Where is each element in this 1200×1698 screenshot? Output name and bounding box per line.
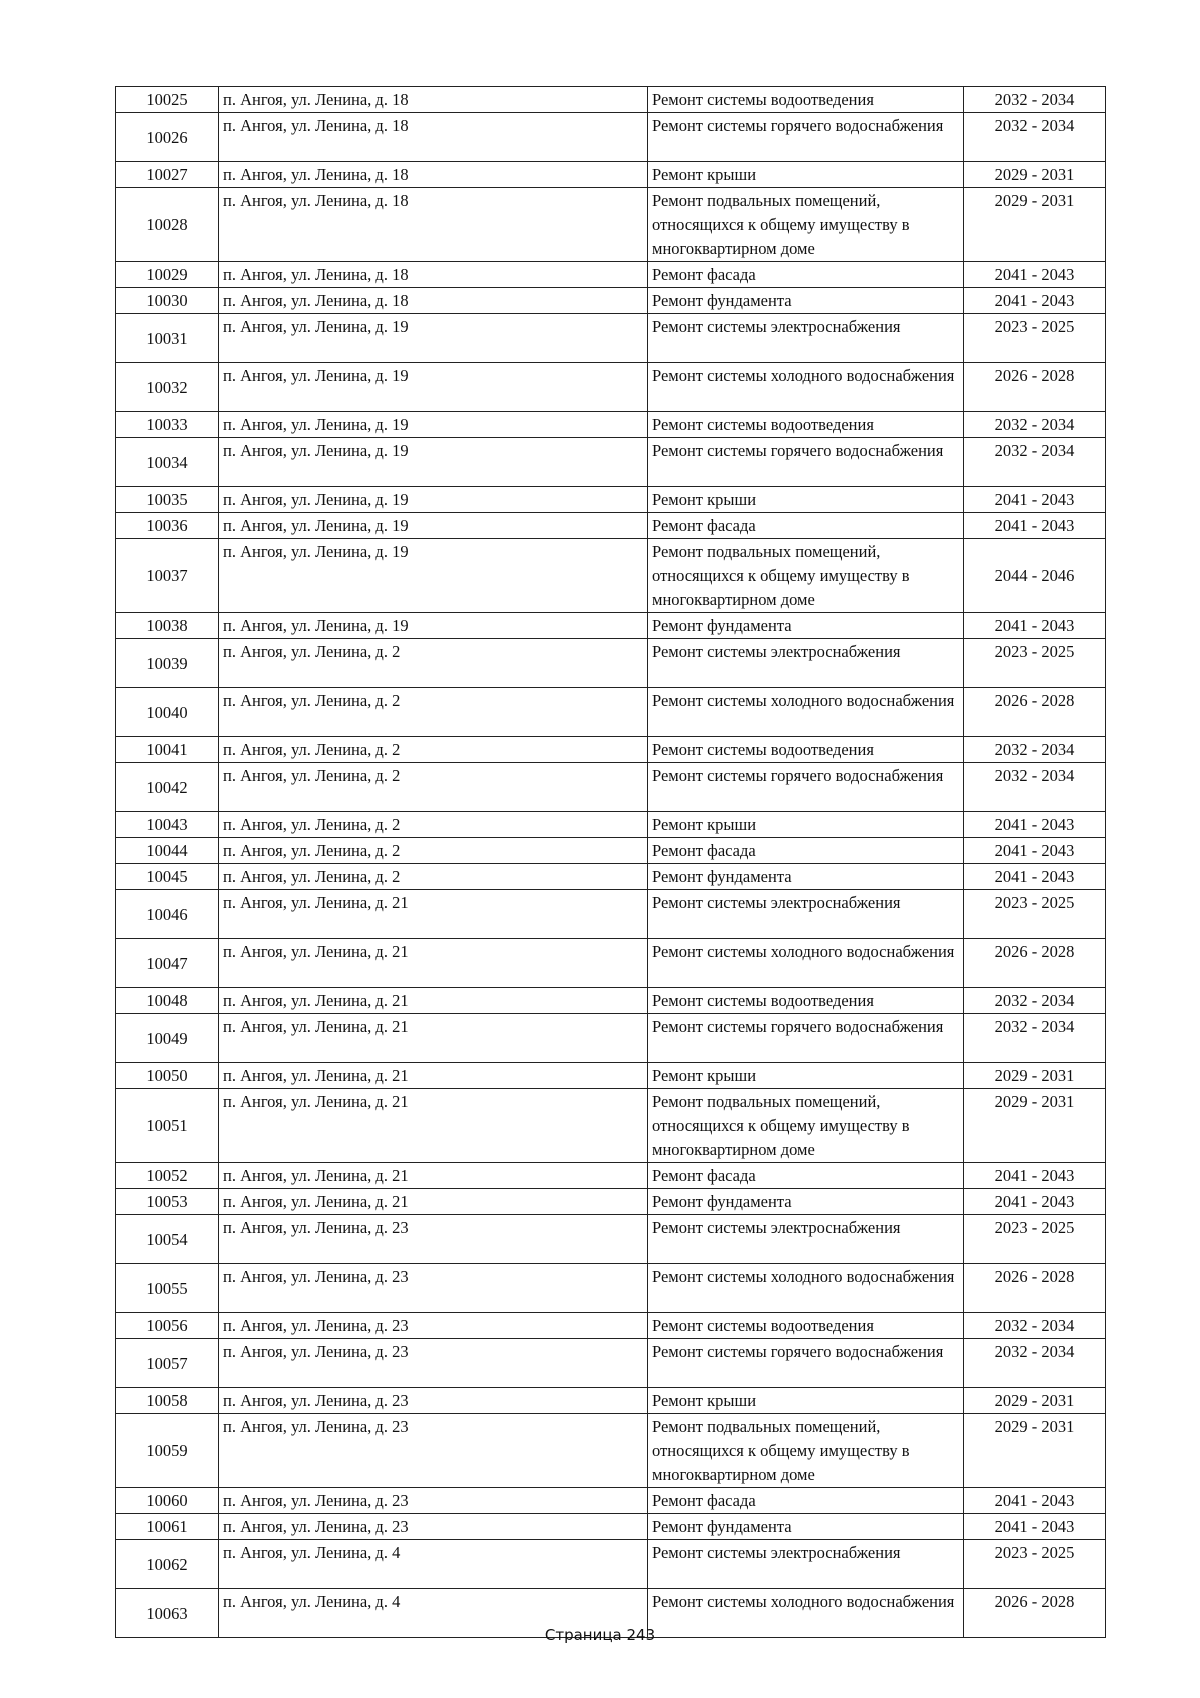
work-type-cell: Ремонт системы холодного водоснабжения [648, 939, 964, 988]
table-row [116, 838, 1106, 864]
table-row [116, 1313, 1106, 1339]
period-cell: 2023 - 2025 [964, 1215, 1106, 1264]
address-cell: п. Ангоя, ул. Ленина, д. 23 [219, 1339, 648, 1388]
table-row [116, 487, 1106, 513]
work-type-cell: Ремонт крыши [648, 487, 964, 513]
table-row [116, 1488, 1106, 1514]
address-cell: п. Ангоя, ул. Ленина, д. 23 [219, 1313, 648, 1339]
address-cell: п. Ангоя, ул. Ленина, д. 4 [219, 1589, 648, 1638]
row-number: 10060 [116, 1488, 219, 1514]
work-type-cell: Ремонт системы горячего водоснабжения [648, 438, 964, 487]
work-type-cell: Ремонт системы электроснабжения [648, 639, 964, 688]
row-number: 10043 [116, 812, 219, 838]
table-row [116, 890, 1106, 939]
table-row [116, 1540, 1106, 1589]
period-cell: 2026 - 2028 [964, 688, 1106, 737]
table-row [116, 1414, 1106, 1488]
period-cell: 2032 - 2034 [964, 1014, 1106, 1063]
row-number: 10056 [116, 1313, 219, 1339]
table-row [116, 162, 1106, 188]
address-cell: п. Ангоя, ул. Ленина, д. 23 [219, 1488, 648, 1514]
row-number: 10059 [116, 1414, 219, 1488]
row-number: 10031 [116, 314, 219, 363]
address-cell: п. Ангоя, ул. Ленина, д. 21 [219, 1014, 648, 1063]
row-number: 10055 [116, 1264, 219, 1313]
period-cell: 2041 - 2043 [964, 288, 1106, 314]
work-type-cell: Ремонт системы горячего водоснабжения [648, 113, 964, 162]
row-number: 10038 [116, 613, 219, 639]
period-cell: 2032 - 2034 [964, 412, 1106, 438]
period-cell: 2032 - 2034 [964, 988, 1106, 1014]
period-cell: 2041 - 2043 [964, 487, 1106, 513]
period-cell: 2032 - 2034 [964, 1339, 1106, 1388]
period-cell: 2041 - 2043 [964, 513, 1106, 539]
table-row [116, 688, 1106, 737]
address-cell: п. Ангоя, ул. Ленина, д. 21 [219, 1163, 648, 1189]
work-type-cell: Ремонт фасада [648, 1488, 964, 1514]
period-cell: 2041 - 2043 [964, 1514, 1106, 1540]
row-number: 10047 [116, 939, 219, 988]
row-number: 10033 [116, 412, 219, 438]
table-row [116, 113, 1106, 162]
table-row [116, 613, 1106, 639]
work-type-cell: Ремонт системы электроснабжения [648, 314, 964, 363]
period-cell: 2023 - 2025 [964, 314, 1106, 363]
table-row [116, 763, 1106, 812]
work-type-cell: Ремонт системы горячего водоснабжения [648, 1014, 964, 1063]
table-row [116, 1089, 1106, 1163]
work-type-cell: Ремонт подвальных помещений, относящихся к общему имуществу в многоквартирном доме [648, 1414, 964, 1488]
row-number: 10026 [116, 113, 219, 162]
period-cell: 2029 - 2031 [964, 162, 1106, 188]
work-type-cell: Ремонт системы электроснабжения [648, 890, 964, 939]
address-cell: п. Ангоя, ул. Ленина, д. 2 [219, 737, 648, 763]
table-row [116, 1388, 1106, 1414]
row-number: 10051 [116, 1089, 219, 1163]
period-cell: 2032 - 2034 [964, 87, 1106, 113]
period-cell: 2041 - 2043 [964, 1163, 1106, 1189]
period-cell: 2041 - 2043 [964, 262, 1106, 288]
address-cell: п. Ангоя, ул. Ленина, д. 18 [219, 162, 648, 188]
table-row [116, 539, 1106, 613]
table-row [116, 988, 1106, 1014]
address-cell: п. Ангоя, ул. Ленина, д. 19 [219, 613, 648, 639]
period-cell: 2041 - 2043 [964, 864, 1106, 890]
address-cell: п. Ангоя, ул. Ленина, д. 2 [219, 688, 648, 737]
table-row [116, 1264, 1106, 1313]
row-number: 10025 [116, 87, 219, 113]
work-type-cell: Ремонт крыши [648, 1063, 964, 1089]
row-number: 10048 [116, 988, 219, 1014]
address-cell: п. Ангоя, ул. Ленина, д. 23 [219, 1264, 648, 1313]
address-cell: п. Ангоя, ул. Ленина, д. 23 [219, 1388, 648, 1414]
period-cell: 2023 - 2025 [964, 639, 1106, 688]
work-type-cell: Ремонт системы электроснабжения [648, 1540, 964, 1589]
work-type-cell: Ремонт системы водоотведения [648, 1313, 964, 1339]
work-type-cell: Ремонт фундамента [648, 1189, 964, 1215]
table-row [116, 1014, 1106, 1063]
address-cell: п. Ангоя, ул. Ленина, д. 21 [219, 890, 648, 939]
page-number: Страница 243 [544, 1626, 656, 1644]
row-number: 10037 [116, 539, 219, 613]
table-row [116, 864, 1106, 890]
address-cell: п. Ангоя, ул. Ленина, д. 21 [219, 1063, 648, 1089]
address-cell: п. Ангоя, ул. Ленина, д. 2 [219, 864, 648, 890]
table-row [116, 412, 1106, 438]
address-cell: п. Ангоя, ул. Ленина, д. 18 [219, 87, 648, 113]
work-type-cell: Ремонт системы горячего водоснабжения [648, 1339, 964, 1388]
row-number: 10040 [116, 688, 219, 737]
work-type-cell: Ремонт системы водоотведения [648, 412, 964, 438]
table-row [116, 513, 1106, 539]
table-row [116, 1063, 1106, 1089]
period-cell: 2026 - 2028 [964, 1589, 1106, 1638]
period-cell: 2032 - 2034 [964, 438, 1106, 487]
row-number: 10039 [116, 639, 219, 688]
period-cell: 2026 - 2028 [964, 1264, 1106, 1313]
row-number: 10052 [116, 1163, 219, 1189]
period-cell: 2041 - 2043 [964, 613, 1106, 639]
row-number: 10062 [116, 1540, 219, 1589]
table-row [116, 262, 1106, 288]
period-cell: 2023 - 2025 [964, 1540, 1106, 1589]
row-number: 10053 [116, 1189, 219, 1215]
address-cell: п. Ангоя, ул. Ленина, д. 18 [219, 113, 648, 162]
address-cell: п. Ангоя, ул. Ленина, д. 21 [219, 1189, 648, 1215]
table-row [116, 639, 1106, 688]
table-row [116, 288, 1106, 314]
row-number: 10049 [116, 1014, 219, 1063]
period-cell: 2032 - 2034 [964, 113, 1106, 162]
work-type-cell: Ремонт фундамента [648, 288, 964, 314]
period-cell: 2041 - 2043 [964, 812, 1106, 838]
work-type-cell: Ремонт системы холодного водоснабжения [648, 1589, 964, 1638]
period-cell: 2029 - 2031 [964, 1063, 1106, 1089]
row-number: 10057 [116, 1339, 219, 1388]
table-row [116, 939, 1106, 988]
work-type-cell: Ремонт крыши [648, 812, 964, 838]
table-row [116, 363, 1106, 412]
address-cell: п. Ангоя, ул. Ленина, д. 23 [219, 1414, 648, 1488]
period-cell: 2041 - 2043 [964, 1189, 1106, 1215]
address-cell: п. Ангоя, ул. Ленина, д. 19 [219, 487, 648, 513]
row-number: 10027 [116, 162, 219, 188]
table-body [116, 87, 1106, 1638]
address-cell: п. Ангоя, ул. Ленина, д. 2 [219, 838, 648, 864]
address-cell: п. Ангоя, ул. Ленина, д. 23 [219, 1215, 648, 1264]
row-number: 10061 [116, 1514, 219, 1540]
period-cell: 2041 - 2043 [964, 838, 1106, 864]
address-cell: п. Ангоя, ул. Ленина, д. 19 [219, 438, 648, 487]
work-type-cell: Ремонт крыши [648, 1388, 964, 1414]
work-type-cell: Ремонт фасада [648, 513, 964, 539]
work-type-cell: Ремонт фундамента [648, 864, 964, 890]
period-cell: 2023 - 2025 [964, 890, 1106, 939]
table-row [116, 737, 1106, 763]
address-cell: п. Ангоя, ул. Ленина, д. 19 [219, 412, 648, 438]
row-number: 10046 [116, 890, 219, 939]
work-type-cell: Ремонт фасада [648, 262, 964, 288]
table-row [116, 188, 1106, 262]
address-cell: п. Ангоя, ул. Ленина, д. 18 [219, 262, 648, 288]
work-type-cell: Ремонт системы холодного водоснабжения [648, 1264, 964, 1313]
work-type-cell: Ремонт подвальных помещений, относящихся к общему имуществу в многоквартирном доме [648, 1089, 964, 1163]
capital-repair-table [115, 86, 1106, 1638]
row-number: 10058 [116, 1388, 219, 1414]
row-number: 10042 [116, 763, 219, 812]
period-cell: 2044 - 2046 [964, 539, 1106, 613]
table-row [116, 87, 1106, 113]
row-number: 10036 [116, 513, 219, 539]
table-row [116, 1215, 1106, 1264]
period-cell: 2029 - 2031 [964, 1388, 1106, 1414]
period-cell: 2032 - 2034 [964, 763, 1106, 812]
address-cell: п. Ангоя, ул. Ленина, д. 18 [219, 288, 648, 314]
work-type-cell: Ремонт системы холодного водоснабжения [648, 363, 964, 412]
row-number: 10030 [116, 288, 219, 314]
work-type-cell: Ремонт системы холодного водоснабжения [648, 688, 964, 737]
table-row [116, 314, 1106, 363]
address-cell: п. Ангоя, ул. Ленина, д. 21 [219, 1089, 648, 1163]
table-row [116, 812, 1106, 838]
work-type-cell: Ремонт фасада [648, 1163, 964, 1189]
row-number: 10032 [116, 363, 219, 412]
work-type-cell: Ремонт системы электроснабжения [648, 1215, 964, 1264]
address-cell: п. Ангоя, ул. Ленина, д. 2 [219, 812, 648, 838]
row-number: 10045 [116, 864, 219, 890]
work-type-cell: Ремонт подвальных помещений, относящихся к общему имуществу в многоквартирном доме [648, 188, 964, 262]
period-cell: 2029 - 2031 [964, 188, 1106, 262]
address-cell: п. Ангоя, ул. Ленина, д. 4 [219, 1540, 648, 1589]
row-number: 10029 [116, 262, 219, 288]
row-number: 10041 [116, 737, 219, 763]
row-number: 10063 [116, 1589, 219, 1638]
period-cell: 2029 - 2031 [964, 1414, 1106, 1488]
address-cell: п. Ангоя, ул. Ленина, д. 18 [219, 188, 648, 262]
period-cell: 2041 - 2043 [964, 1488, 1106, 1514]
row-number: 10044 [116, 838, 219, 864]
work-type-cell: Ремонт системы водоотведения [648, 87, 964, 113]
table-row [116, 1163, 1106, 1189]
address-cell: п. Ангоя, ул. Ленина, д. 19 [219, 314, 648, 363]
address-cell: п. Ангоя, ул. Ленина, д. 19 [219, 363, 648, 412]
work-type-cell: Ремонт крыши [648, 162, 964, 188]
work-type-cell: Ремонт системы горячего водоснабжения [648, 763, 964, 812]
address-cell: п. Ангоя, ул. Ленина, д. 21 [219, 988, 648, 1014]
row-number: 10034 [116, 438, 219, 487]
work-type-cell: Ремонт фундамента [648, 1514, 964, 1540]
table-row [116, 438, 1106, 487]
period-cell: 2032 - 2034 [964, 737, 1106, 763]
table-row [116, 1189, 1106, 1215]
address-cell: п. Ангоя, ул. Ленина, д. 2 [219, 639, 648, 688]
row-number: 10050 [116, 1063, 219, 1089]
address-cell: п. Ангоя, ул. Ленина, д. 2 [219, 763, 648, 812]
row-number: 10054 [116, 1215, 219, 1264]
table-row [116, 1514, 1106, 1540]
work-type-cell: Ремонт фасада [648, 838, 964, 864]
address-cell: п. Ангоя, ул. Ленина, д. 19 [219, 539, 648, 613]
table-row [116, 1339, 1106, 1388]
work-type-cell: Ремонт подвальных помещений, относящихся к общему имуществу в многоквартирном доме [648, 539, 964, 613]
period-cell: 2026 - 2028 [964, 939, 1106, 988]
row-number: 10028 [116, 188, 219, 262]
period-cell: 2032 - 2034 [964, 1313, 1106, 1339]
address-cell: п. Ангоя, ул. Ленина, д. 23 [219, 1514, 648, 1540]
period-cell: 2026 - 2028 [964, 363, 1106, 412]
period-cell: 2029 - 2031 [964, 1089, 1106, 1163]
work-type-cell: Ремонт фундамента [648, 613, 964, 639]
row-number: 10035 [116, 487, 219, 513]
work-type-cell: Ремонт системы водоотведения [648, 737, 964, 763]
work-type-cell: Ремонт системы водоотведения [648, 988, 964, 1014]
address-cell: п. Ангоя, ул. Ленина, д. 21 [219, 939, 648, 988]
address-cell: п. Ангоя, ул. Ленина, д. 19 [219, 513, 648, 539]
